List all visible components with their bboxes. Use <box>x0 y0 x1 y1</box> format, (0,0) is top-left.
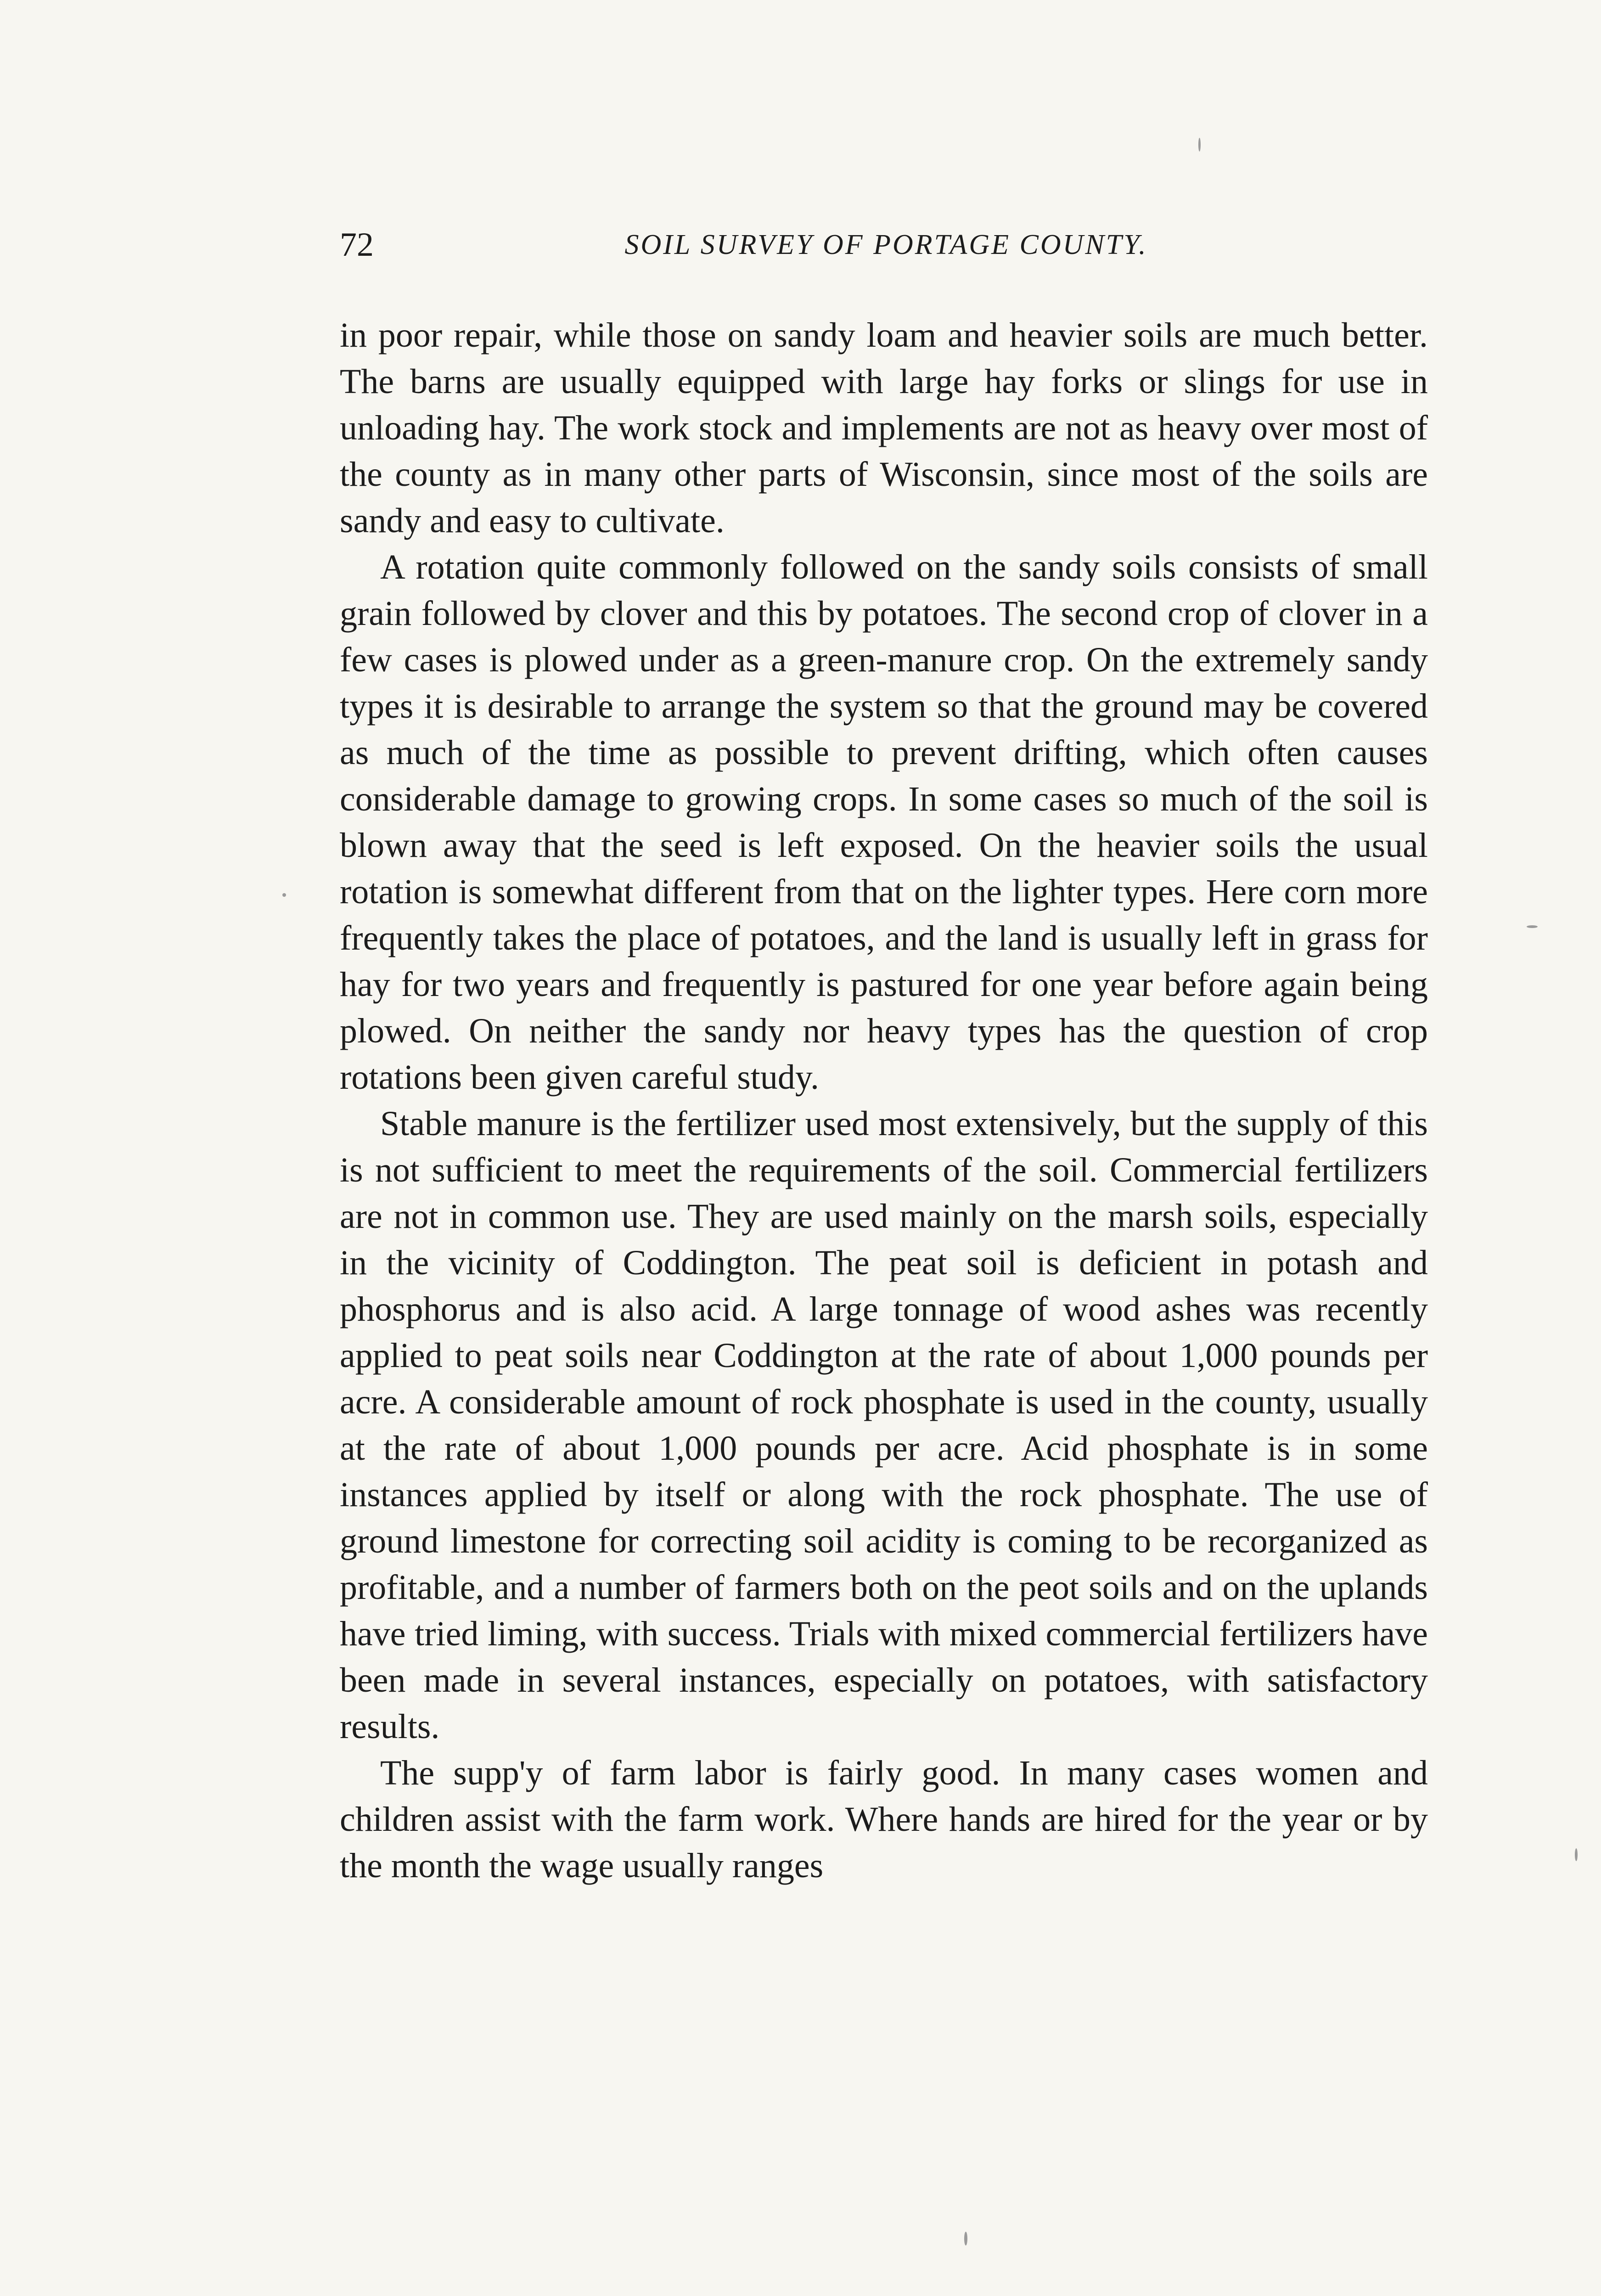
running-title: SOIL SURVEY OF PORTAGE COUNTY. <box>624 229 1148 260</box>
scan-speck <box>282 893 286 897</box>
body-text <box>340 312 1428 1889</box>
page-header <box>340 219 1432 270</box>
page-number: 72 <box>340 226 374 264</box>
scan-speck <box>1527 925 1538 928</box>
scan-speck <box>1198 138 1201 152</box>
scan-speck <box>964 2232 967 2245</box>
paragraph-continued: in poor repair, while those on sandy loam and heavier soils are much better. The barns are usually equipped with large hay forks or slings for use in unloading hay. The work stock and implements are not as heavy over most of the county as in many other parts of Wisconsin, since most of the soils are sandy and easy to cultivate. <box>340 316 1428 540</box>
paragraph-crop-rotation: A rotation quite commonly followed on the sandy soils consists of small grain followed by clover and this by potatoes. The second crop of clover in a few cases is plowed under as a green-manure crop. On the extremely sandy types it is desirable to arrange the system so that the ground may be covered as much of the time as possible to prevent drifting, which often causes considerable damage to growing crops. In some cases so much of the soil is blown away that the seed is left exposed. On the heavier soils the usual rotation is somewhat different from that on the lighter types. Here corn more frequently takes the place of potatoes, and the land is usually left in grass for hay for two years and frequently is pastured for one year before again being plowed. On neither the sandy nor heavy types has the question of crop rotations been given careful study. <box>340 548 1428 1097</box>
paragraph-fertilizers: Stable manure is the fertilizer used most extensively, but the supply of this is not sufficient to meet the requirements of the soil. Commercial fertilizers are not in common use. They are used mainly on the marsh soils, especially in the vicinity of Coddington. The peat soil is deficient in potash and phosphorus and is also acid. A large tonnage of wood ashes was recently applied to peat soils near Coddington at the rate of about 1,000 pounds per acre. A considerable amount of rock phosphate is used in the county, usually at the rate of about 1,000 pounds per acre. Acid phosphate is in some instances applied by itself or along with the rock phosphate. The use of ground limestone for correcting soil acidity is coming to be recorganized as profitable, and a number of farmers both on the peot soils and on the uplands have tried liming, with success. Trials with mixed commercial fertilizers have been made in several instances, especially on potatoes, with satisfactory results. <box>340 1104 1428 1746</box>
scan-speck <box>1575 1848 1578 1861</box>
paragraph-farm-labor: The supp'y of farm labor is fairly good. In many cases women and children assist with the farm work. Where hands are hired for the year or by the month the wage usually ranges <box>340 1754 1428 1885</box>
